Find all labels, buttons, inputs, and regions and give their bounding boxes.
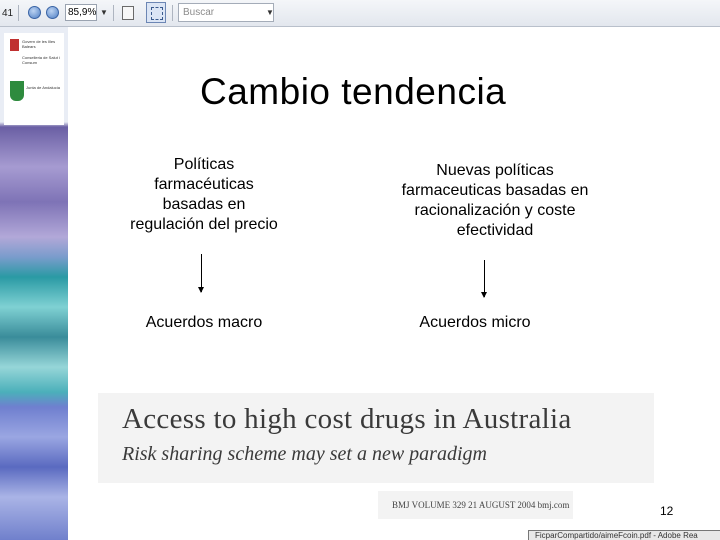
balearic-shield-icon [10, 39, 19, 51]
fit-window-icon[interactable] [146, 2, 166, 23]
decorative-pill-strip [0, 27, 68, 540]
page-number-fragment: 41 [2, 7, 14, 19]
left-down-arrow [201, 254, 202, 292]
logo-line-3: Junta de Andalucía [26, 85, 61, 90]
bmj-clipping [98, 393, 654, 483]
left-policy-block: Políticas farmacéuticas basadas en regulación del precio [130, 156, 278, 233]
slide-page [0, 27, 720, 540]
andalucia-emblem-icon [10, 81, 24, 101]
zoom-out-icon[interactable] [28, 6, 41, 19]
search-dropdown-icon[interactable]: ▼ [266, 8, 274, 17]
search-input[interactable]: Buscar [178, 3, 274, 22]
right-policy-block: Nuevas políticas farmaceuticas basadas en racionalización y coste efectividad [401, 162, 589, 239]
left-result-label: Acuerdos macro [145, 314, 263, 331]
logo-line-2: Conselleria de Salut i Consum [22, 55, 60, 65]
zoom-dropdown-icon[interactable]: ▼ [100, 8, 108, 17]
zoom-in-icon[interactable] [46, 6, 59, 19]
institution-logo [4, 33, 64, 125]
zoom-level-field[interactable]: 85,9% [65, 4, 97, 21]
viewer-toolbar [0, 0, 720, 27]
right-result-label: Acuerdos micro [419, 314, 531, 331]
clipping-headline: Access to high cost drugs in Australia [122, 403, 572, 435]
clipping-footer: BMJ VOLUME 329 21 AUGUST 2004 bmj.com [378, 491, 573, 519]
right-down-arrow [484, 260, 485, 297]
slide-title: Cambio tendencia [200, 71, 507, 112]
toolbar-separator [18, 5, 19, 21]
clipping-subheadline: Risk sharing scheme may set a new paradigm [122, 443, 487, 465]
slide-page-number: 12 [660, 504, 674, 518]
save-icon[interactable] [122, 6, 134, 20]
taskbar-button[interactable]: FicparCompartido/aimeFcoin.pdf - Adobe Rea [528, 530, 720, 540]
toolbar-separator [172, 5, 173, 21]
toolbar-separator [113, 5, 114, 21]
logo-line-1: Govern de les Illes Balears [22, 39, 56, 49]
